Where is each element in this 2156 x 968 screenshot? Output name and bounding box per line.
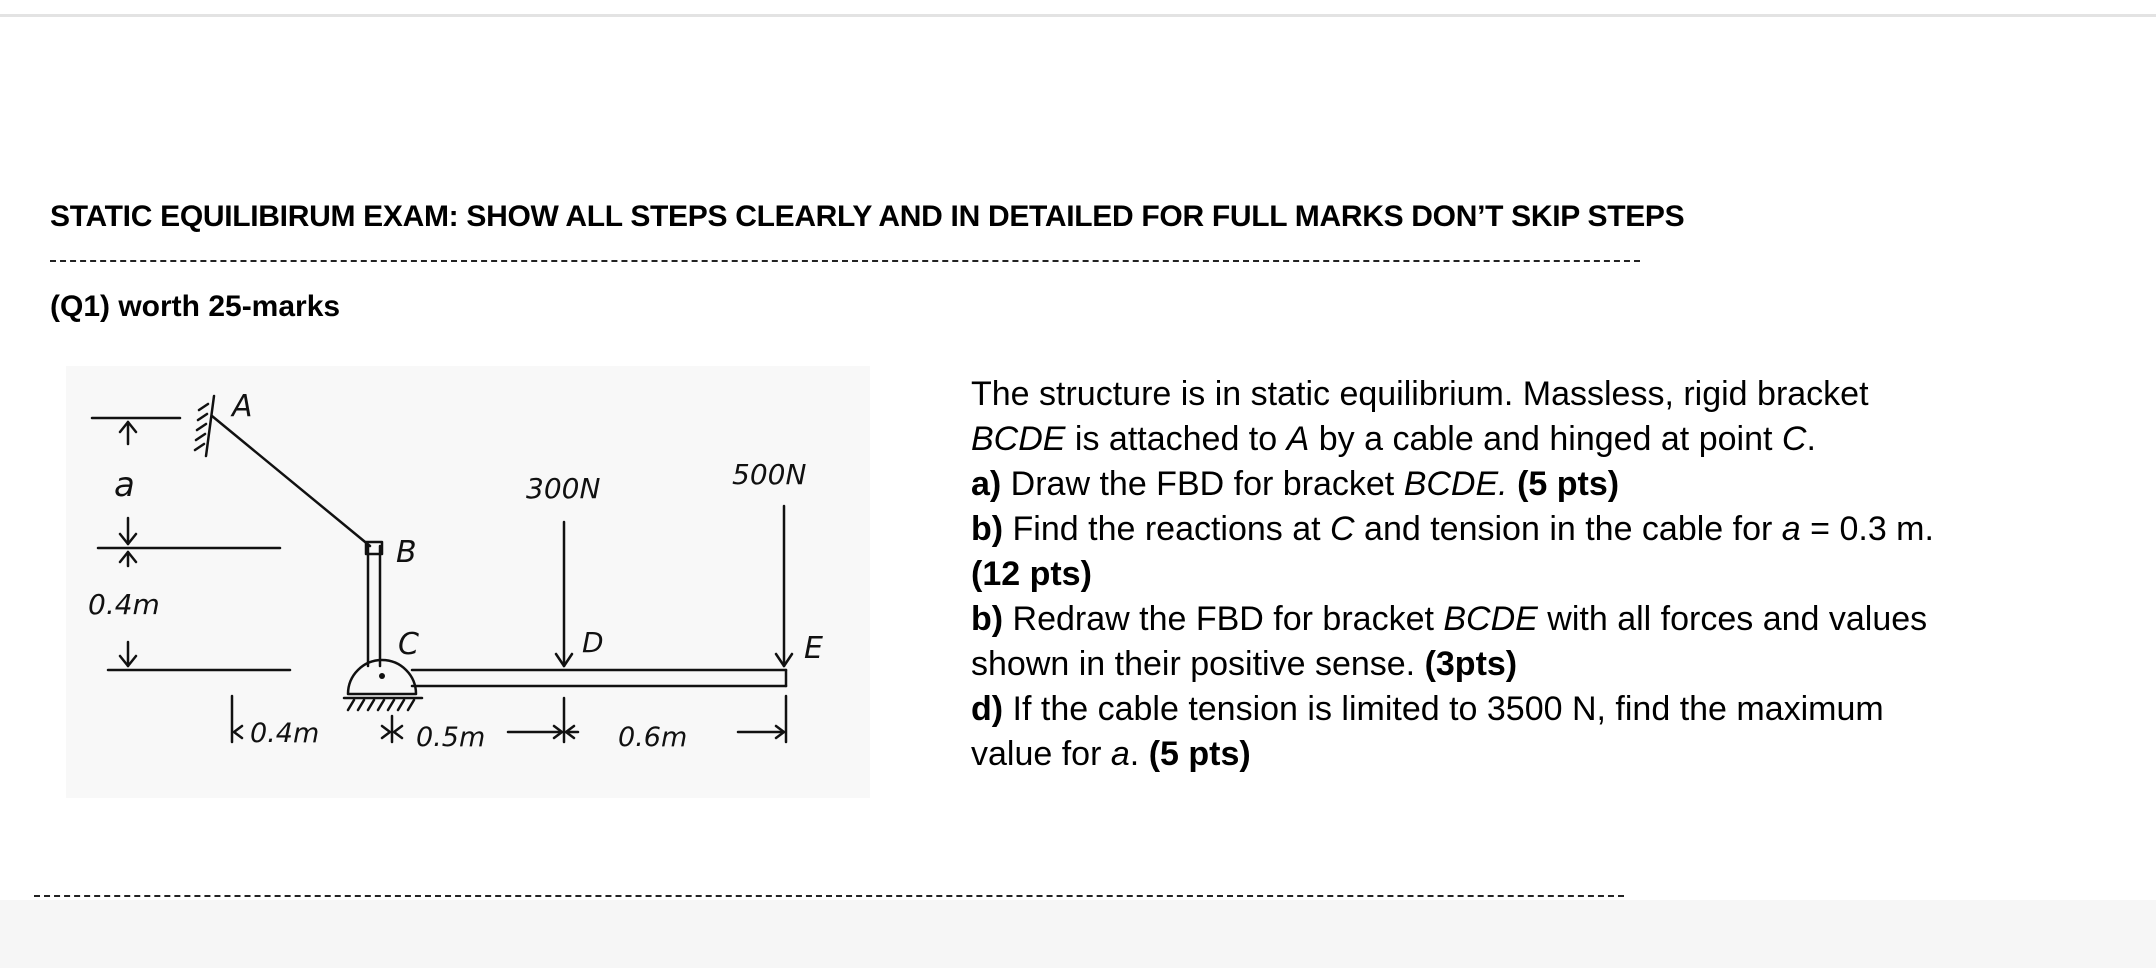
part-a [971, 462, 1971, 507]
wall-support-a [195, 396, 214, 456]
dim-label-a: a [114, 465, 135, 505]
intro-text-3: by a cable and hinged at point [1309, 420, 1782, 458]
label-e: E [804, 631, 823, 666]
intro-point-a: A [1286, 420, 1310, 458]
part-d-text-2: . [1129, 735, 1149, 773]
exam-title: STATIC EQUILIBIRUM EXAM: SHOW ALL STEPS CLEARLY AND IN DETAILED FOR FULL MARKS DON’T SKIP STEPS [50, 200, 1685, 233]
dim-label-de: 0.6m [618, 722, 688, 753]
dashed-separator-bottom [34, 895, 1624, 897]
intro-point-c: C [1781, 420, 1807, 458]
intro-text-2: is attached to [1065, 420, 1287, 458]
dim-label-cd-1: 0.4m [250, 718, 320, 749]
part-b2-label: b) [971, 600, 1004, 638]
part-a-bracket: BCDE. [1403, 465, 1508, 503]
part-b1-text-3: = 0.3 m. [1800, 510, 1934, 548]
top-divider [0, 14, 2156, 17]
question-heading: (Q1) worth 25-marks [50, 290, 341, 323]
part-d [971, 687, 1971, 777]
part-b2-points: (3pts) [1424, 645, 1518, 683]
ground-hatch [348, 700, 414, 710]
dashed-separator-top [50, 260, 1640, 262]
problem-statement [971, 372, 1971, 777]
part-b1-text-1: Find the reactions at [1003, 510, 1331, 548]
part-a-text: Draw the FBD for bracket [1001, 465, 1404, 503]
intro-text-1: The structure is in static equilibrium. Massless, rigid bracket [971, 375, 1869, 413]
part-b2-bracket: BCDE [1443, 600, 1538, 638]
part-b1-var-a: a [1781, 510, 1801, 548]
part-b1-text-2: and tension in the cable for [1354, 510, 1782, 548]
part-b1-point-c: C [1330, 510, 1355, 548]
intro-text-4: . [1806, 420, 1816, 458]
problem-intro [971, 372, 1971, 462]
load-label-300n: 300N [526, 472, 601, 505]
part-b2-text-2: with all forces and values shown in their positive sense. [971, 600, 1928, 683]
intro-bracket-name: BCDE [971, 420, 1066, 458]
label-b: B [396, 535, 417, 570]
part-b2 [971, 597, 1971, 687]
part-a-label: a) [971, 465, 1002, 503]
dim-label-cd-2: 0.5m [416, 722, 486, 753]
dim-label-04m: 0.4m [88, 588, 160, 621]
label-a: A [232, 389, 253, 424]
label-c: C [398, 627, 419, 662]
part-d-text-1: If the cable tension is limited to 3500 N, find the maximum value for [971, 690, 1884, 773]
part-d-var-a: a [1110, 735, 1130, 773]
bracket-diagram [66, 366, 870, 798]
cable-ab [212, 416, 370, 546]
part-a-points: (5 pts) [1507, 465, 1620, 503]
load-label-500n: 500N [732, 458, 807, 491]
bracket-diagram-svg [66, 366, 870, 798]
part-b1-points: (12 pts) [971, 555, 1092, 593]
part-d-label: d) [971, 690, 1004, 728]
pin-c-dot [379, 673, 385, 679]
page-bottom-band [0, 900, 2156, 968]
part-b1 [971, 507, 1971, 597]
part-b2-text-1: Redraw the FBD for bracket [1003, 600, 1444, 638]
part-d-points: (5 pts) [1148, 735, 1251, 773]
label-d: D [582, 626, 604, 659]
part-b1-label: b) [971, 510, 1004, 548]
